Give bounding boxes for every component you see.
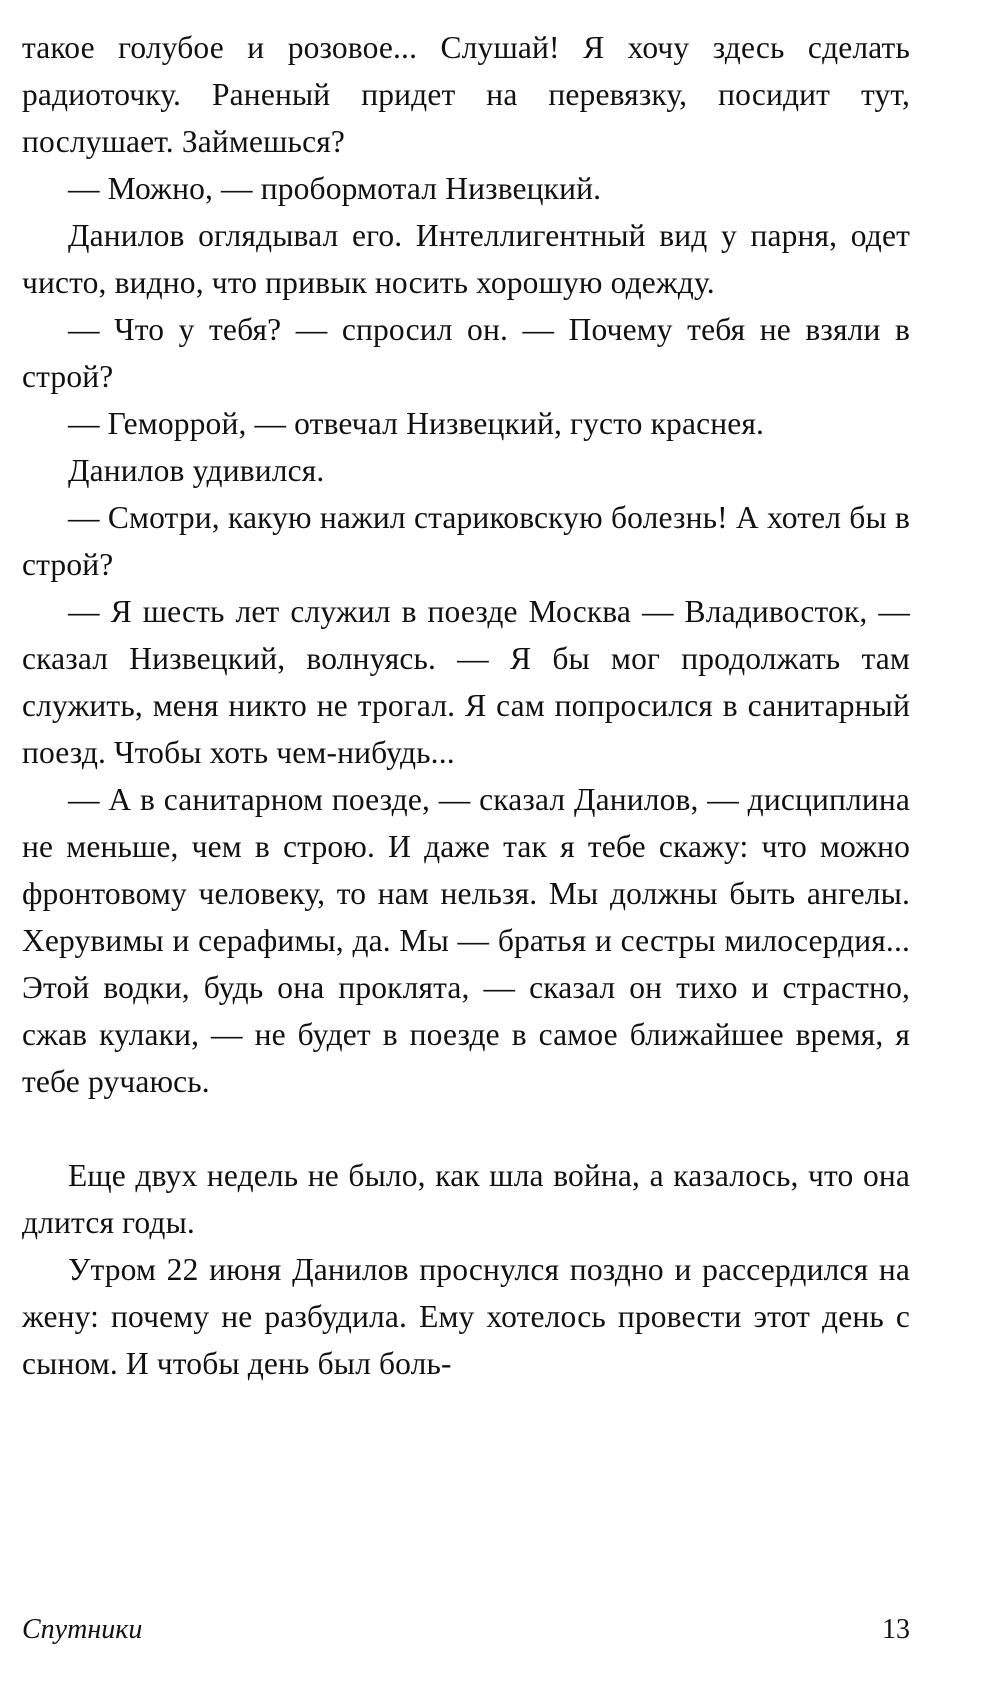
paragraph-1: такое голубое и розовое... Слушай! Я хочу здесь сделать радиоточку. Раненый придет на перевязку, посидит тут, послушает. Займешься? (22, 30, 910, 159)
paragraph-6: Данилов удивился. (68, 453, 325, 488)
paragraph-3: Данилов оглядывал его. Интеллигентный вид у парня, одет чисто, видно, что привык носить хорошую одежду. (22, 218, 910, 300)
paragraph-7: — Смотри, какую нажил стариковскую болезнь! А хотел бы в строй? (22, 500, 910, 582)
paragraph-2: — Можно, — пробормотал Низвецкий. (68, 171, 602, 206)
paragraph-11: Утром 22 июня Данилов проснулся поздно и рассердился на жену: почему не разбудила. Ему хотелось провести этот день с сыном. И чтобы день был боль- (22, 1252, 910, 1381)
paragraph-10: Еще двух недель не было, как шла война, а казалось, что она длится годы. (22, 1158, 910, 1240)
paragraph-4: — Что у тебя? — спросил он. — Почему тебя не взяли в строй? (22, 312, 910, 394)
running-title: Спутники (22, 1614, 143, 1645)
section-break (22, 1105, 910, 1152)
paragraph-5: — Геморрой, — отвечал Низвецкий, густо краснея. (68, 406, 765, 441)
paragraph-8: — Я шесть лет служил в поезде Москва — Владивосток, — сказал Низвецкий, волнуясь. — Я бы мог продолжать там служить, меня никто не трогал. Я сам попросился в санитарный поезд. Чтобы хоть чем-нибудь... (22, 594, 910, 770)
page-text (22, 24, 910, 1387)
page-number: 13 (882, 1614, 910, 1645)
page-footer (22, 1610, 910, 1650)
paragraph-9: — А в санитарном поезде, — сказал Данилов, — дисциплина не меньше, чем в строю. И даже так я тебе скажу: что можно фронтовому человеку, то нам нельзя. Мы должны быть ангелы. Херувимы и серафимы, да. Мы — братья и сестры милосердия... Этой водки, будь она проклята, — сказал он тихо и страстно, сжав кулаки, — не будет в поезде в самое ближайшее время, я тебе ручаюсь. (22, 782, 910, 1099)
